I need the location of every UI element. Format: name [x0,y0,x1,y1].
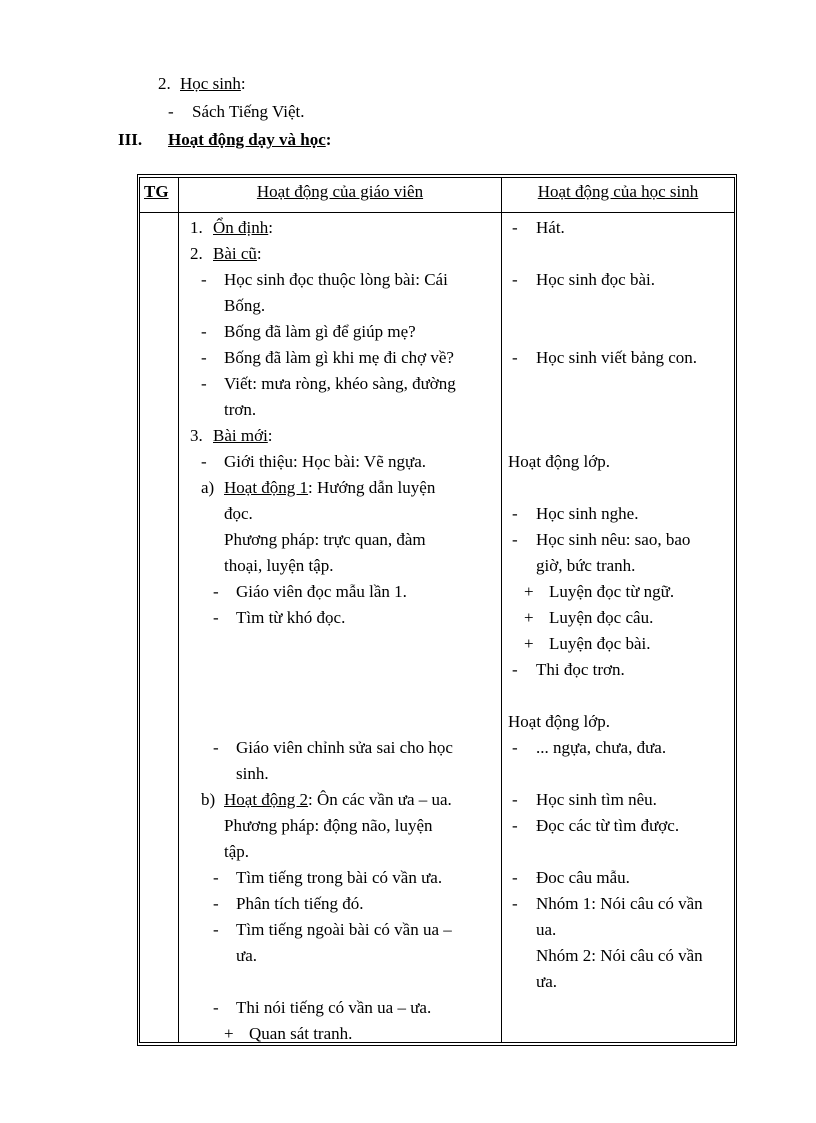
teacher-activity-line-text: Bài cũ [213,244,257,263]
student-activity-line [536,501,638,527]
teacher-activity-line-text: Tìm từ khó đọc. [236,608,346,627]
student-activity-line [536,813,679,839]
student-activity-line [536,943,703,969]
teacher-activity-line-text: Viết: mưa ròng, khéo sàng, đường [224,374,456,393]
student-activity-line-text: Học sinh đọc bài. [536,270,655,289]
teacher-activity-line-text: Học sinh đọc thuộc lòng bài: Cái [224,270,448,289]
student-activity-marker: - [512,660,518,679]
student-activity-line-text: giờ, bức tranh. [536,556,636,575]
student-activity-line-text: Hoạt động lớp. [508,452,611,471]
section-title-colon: : [325,130,332,149]
teacher-activity-line-text: Giáo viên chỉnh sửa sai cho học [236,738,453,757]
student-activity-line-text: Luyện đọc từ ngữ. [549,582,675,601]
student-activity-line-text: Học sinh nêu: sao, bao [536,530,691,549]
table-border-top-outer [137,174,737,175]
teacher-activity-line-text: sinh. [236,764,269,783]
student-activity-line-text: Đọc các từ tìm được. [536,816,680,835]
student-activity-line-text: Hát. [536,218,565,237]
teacher-activity-line [224,839,249,865]
section-title [168,130,331,150]
teacher-activity-line [236,761,269,787]
teacher-activity-line-text: Bống đã làm gì khi mẹ đi chợ về? [224,348,454,367]
item-label-colon: : [240,74,246,93]
section-number: III. [118,130,143,149]
teacher-activity-line [224,449,426,475]
student-activity-line-text: Nhóm 1: Nói câu có vần [536,894,703,913]
student-activity-line [536,267,655,293]
teacher-activity-line [224,293,265,319]
item-label-text: Học sinh [180,74,241,93]
student-activity-line [536,917,556,943]
teacher-activity-line-suffix: : [268,218,273,237]
student-activity-line [536,657,625,683]
teacher-activity-marker: - [213,582,219,601]
student-activity-marker: - [512,504,518,523]
teacher-activity-line [224,527,426,553]
table-border-left-inner [139,177,140,1043]
table-border-right-outer [736,174,737,1046]
teacher-activity-marker: - [201,322,207,341]
teacher-activity-line-text: Tìm tiếng trong bài có vần ưa. [236,868,443,887]
student-activity-line [536,735,666,761]
teacher-activity-line [236,943,257,969]
teacher-activity-line [224,371,456,397]
teacher-activity-marker: - [213,868,219,887]
teacher-activity-line-text: đọc. [224,504,253,523]
teacher-activity-line-text: Bống. [224,296,266,315]
header-teacher: Hoạt động của giáo viên [256,182,424,201]
teacher-activity-line [249,1021,352,1047]
student-activity-marker: - [512,790,518,809]
student-activity-line-text: Học sinh nghe. [536,504,639,523]
teacher-activity-line [224,501,253,527]
teacher-activity-line [236,605,345,631]
student-activity-marker: - [512,868,518,887]
teacher-activity-marker: - [201,348,207,367]
teacher-activity-line-text: tập. [224,842,250,861]
student-activity-marker: + [524,582,534,601]
teacher-activity-line [213,215,273,241]
teacher-activity-marker: - [201,270,207,289]
teacher-activity-line-text: Bài mới [213,426,268,445]
teacher-activity-line-text: Thi nói tiếng có vần ua – ưa. [236,998,432,1017]
student-activity-marker: - [512,348,518,367]
item-number: 2. [158,74,171,93]
student-activity-line [508,709,610,735]
student-activity-line-text: ua. [536,920,557,939]
teacher-activity-line [213,241,262,267]
teacher-activity-line [224,345,454,371]
teacher-activity-line-text: Phân tích tiếng đó. [236,894,364,913]
teacher-activity-marker: + [224,1024,234,1043]
teacher-activity-line-text: Bống đã làm gì để giúp mẹ? [224,322,416,341]
student-activity-line-text: Thi đọc trơn. [536,660,625,679]
student-activity-line [549,579,674,605]
teacher-activity-line-suffix: : [256,244,262,263]
student-activity-marker: - [512,270,518,289]
item-label [180,74,246,94]
teacher-activity-line-text: ưa. [236,946,258,965]
section-title-text: Hoạt động dạy và học [168,130,326,149]
teacher-activity-line [224,319,416,345]
student-activity-marker: + [524,634,534,653]
teacher-activity-line [236,579,407,605]
book-dash: - [168,102,174,121]
teacher-activity-marker: - [213,998,219,1017]
teacher-activity-line-text: Giới thiệu: Học bài: Vẽ ngựa. [224,452,427,471]
book-text: Sách Tiếng Việt. [192,102,305,121]
teacher-activity-marker: a) [201,478,215,497]
student-activity-line-text: Học sinh tìm nêu. [536,790,657,809]
teacher-activity-line [236,917,452,943]
teacher-activity-marker: 1. [190,218,203,237]
teacher-activity-line [236,891,363,917]
student-activity-marker: - [512,894,518,913]
student-activity-line-text: ... ngựa, chưa, đưa. [536,738,667,757]
table-column-divider-2 [501,177,502,1043]
student-activity-marker: - [512,218,518,237]
teacher-activity-line [236,995,431,1021]
teacher-activity-marker: - [201,452,207,471]
student-activity-line [536,215,565,241]
teacher-activity-line [224,397,256,423]
teacher-activity-marker: - [213,608,219,627]
student-activity-line-text: ưa. [536,972,558,991]
teacher-activity-line-text: Quan sát tranh. [249,1024,353,1043]
student-activity-marker: - [512,738,518,757]
student-activity-line-text: Luyện đọc câu. [549,608,654,627]
teacher-activity-line-text: Hoạt động 2 [224,790,309,809]
student-activity-line-text: Đoc câu mẫu. [536,868,630,887]
teacher-activity-marker: 2. [190,244,203,263]
teacher-activity-line [236,735,453,761]
teacher-activity-line-text: Phương pháp: động não, luyện [224,816,433,835]
teacher-activity-line-text: Phương pháp: trực quan, đàm [224,530,426,549]
student-activity-marker: - [512,530,518,549]
student-activity-line [549,605,653,631]
teacher-activity-line [236,865,442,891]
student-activity-line [536,527,690,553]
table-border-top-inner [139,177,735,178]
student-activity-marker: - [512,816,518,835]
teacher-activity-line [213,423,273,449]
teacher-activity-marker: - [201,374,207,393]
teacher-activity-marker: b) [201,790,216,809]
student-activity-line [536,865,630,891]
student-activity-line-text: Học sinh viết bảng con. [536,348,697,367]
teacher-activity-line [224,475,435,501]
student-activity-line [508,449,610,475]
teacher-activity-line [224,787,452,813]
student-activity-line-text: Luyện đọc bài. [549,634,651,653]
teacher-activity-line-text: Tìm tiếng ngoài bài có vần ua – [236,920,452,939]
teacher-activity-line-suffix: : [267,426,273,445]
student-activity-line [536,891,703,917]
teacher-activity-marker: - [213,894,219,913]
teacher-activity-marker: 3. [190,426,203,445]
teacher-activity-line [224,813,433,839]
table-column-divider-1 [178,177,179,1043]
header-tg: TG [144,182,169,201]
teacher-activity-marker: - [213,920,219,939]
teacher-activity-marker: - [213,738,219,757]
teacher-activity-line-text: thoại, luyện tập. [224,556,334,575]
teacher-activity-line-text: Giáo viên đọc mẫu lần 1. [236,582,407,601]
teacher-activity-line-suffix: : Ôn các vần ưa – ua. [308,790,452,809]
table-header-separator [139,212,735,213]
student-activity-line [536,553,635,579]
student-activity-line [536,787,657,813]
table-border-right-inner [734,177,735,1043]
header-student: Hoạt động của học sinh [537,182,699,201]
student-activity-line-text: Nhóm 2: Nói câu có vần [536,946,703,965]
student-activity-line [536,345,697,371]
teacher-activity-line-suffix: : Hướng dẫn luyện [308,478,436,497]
teacher-activity-line-text: Hoạt động 1 [224,478,309,497]
student-activity-line [536,969,557,995]
student-activity-line-text: Hoạt động lớp. [508,712,611,731]
teacher-activity-line [224,553,334,579]
student-activity-line [549,631,651,657]
teacher-activity-line-text: trơn. [224,400,257,419]
teacher-activity-line [224,267,448,293]
teacher-activity-line-text: Ổn định [213,218,269,237]
student-activity-marker: + [524,608,534,627]
table-border-left-outer [137,174,138,1046]
